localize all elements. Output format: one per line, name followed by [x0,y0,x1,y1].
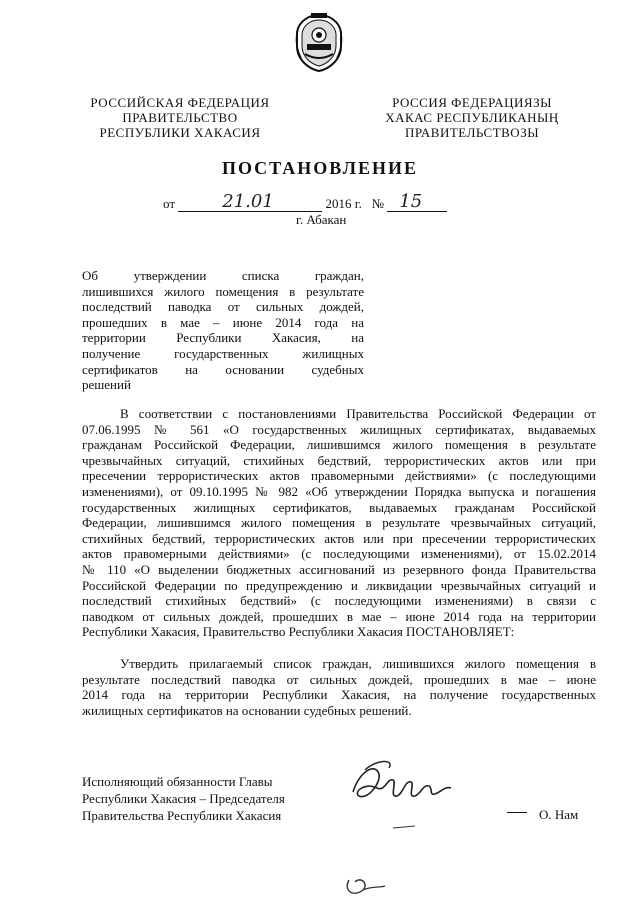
subject-line: получение государственных жилищных [82,345,364,361]
subject-line: прошедших в мае – июне 2014 года на [82,314,364,330]
body-line: Российской Федерации по предупреждению и ликвидации чрезвычайных ситуаций и [82,577,596,593]
coat-of-arms-emblem [289,12,349,74]
body-line: жилищных сертификатов на основании судебных решений. [82,702,412,718]
body-line: результате последствий паводка от сильных дождей, прошедших в мае – июне [82,671,596,687]
subject-line: последствий паводка от сильных дождей, [82,299,364,315]
city-label: г. Абакан [296,212,347,227]
header-left-line: РЕСПУБЛИКИ ХАКАСИЯ [99,125,261,140]
subject-line: Об утверждении списка граждан, [82,268,364,283]
signatory-position [82,773,285,824]
date-prefix: от [163,196,176,211]
subject-line: решений [82,377,131,393]
body-line: чрезвычайных ситуаций, стихийных бедствий, террористических актов или при [82,452,596,468]
header-right-line: ПРАВИТЕЛЬСТВОЗЫ [404,125,540,140]
signature-underline-mark [392,824,416,830]
date-handwritten: 21.01 [222,191,274,212]
body-line: Утвердить прилагаемый список граждан, лишившихся жилого помещения в [120,656,596,671]
signatory-line: Республики Хакасия – Председателя [82,791,285,806]
document-title: ПОСТАНОВЛЕНИЕ [221,158,419,178]
handwritten-mark [335,864,395,902]
body-line: стихийных бедствий, террористических актов или при пресечении террористических [82,530,596,546]
body-line: 07.06.1995 № 561 «О государственных жилищных сертификатах, выдаваемых [82,421,596,437]
body-line: изменениями), от 09.10.1995 № 982 «Об утверждении Порядка выпуска и погашения [82,483,596,499]
body-line: Республики Хакасия, Правительство Республики Хакасия ПОСТАНОВЛЯЕТ: [82,624,515,640]
body-line: государственных жилищных сертификатов, выдаваемых гражданам Российской [82,499,596,515]
subject-line: лишившихся жилого помещения в результате [82,283,364,299]
header-right-line: РОССИЯ ФЕДЕРАЦИЯЗЫ [392,95,552,110]
header-left-line: ПРАВИТЕЛЬСТВО [122,110,238,125]
body-line: № 110 «О выделении бюджетных ассигнований из резервного фонда Правительства [82,561,596,577]
subject-block [82,268,364,393]
header-right-block [372,95,572,140]
date-year: 2016 г. [325,196,362,211]
date-line [163,191,447,212]
body-line: пресечении террористических актов правомерными действиями» (с последующими [82,468,596,484]
date-field [178,191,322,212]
signature-dash [507,812,527,813]
header-left-line: РОССИЙСКАЯ ФЕДЕРАЦИЯ [90,95,270,110]
body-line: паводком от сильных дождей, прошедших в мае – июне 2014 года на территории [82,608,596,624]
body-paragraph-2 [82,656,596,718]
body-line: Федерации, лишившимся жилого помещения в результате чрезвычайных ситуаций, [82,515,596,531]
subject-line: сертификатов на основании судебных [82,361,364,377]
number-field [387,191,447,212]
signatory-line: Правительства Республики Хакасия [82,808,282,823]
signatory-name: О. Нам [539,807,579,822]
body-paragraph-1 [82,406,596,640]
number-handwritten: 15 [399,191,423,212]
body-line: актов правомерными действиями» (с последующими изменениями), от 15.02.2014 [82,546,596,562]
body-line: гражданам Российской Федерации, лишившимся жилого помещения в результате [82,437,596,453]
number-sign: № [371,196,385,211]
body-line: 2014 года на территории Республики Хакасия, на получение государственных [82,687,596,703]
header-left-block [80,95,280,140]
body-line: последствий стихийных бедствий» (с последующими изменениями) в связи с [82,593,596,609]
signatory-line: Исполняющий обязанности Главы [82,774,273,789]
body-line: В соответствии с постановлениями Правительства Российской Федерации от [120,406,596,421]
subject-line: территории Республики Хакасия, на [82,330,364,346]
header-right-line: ХАКАС РЕСПУБЛИКАНЫҢ [385,110,559,125]
handwritten-signature [345,752,465,822]
